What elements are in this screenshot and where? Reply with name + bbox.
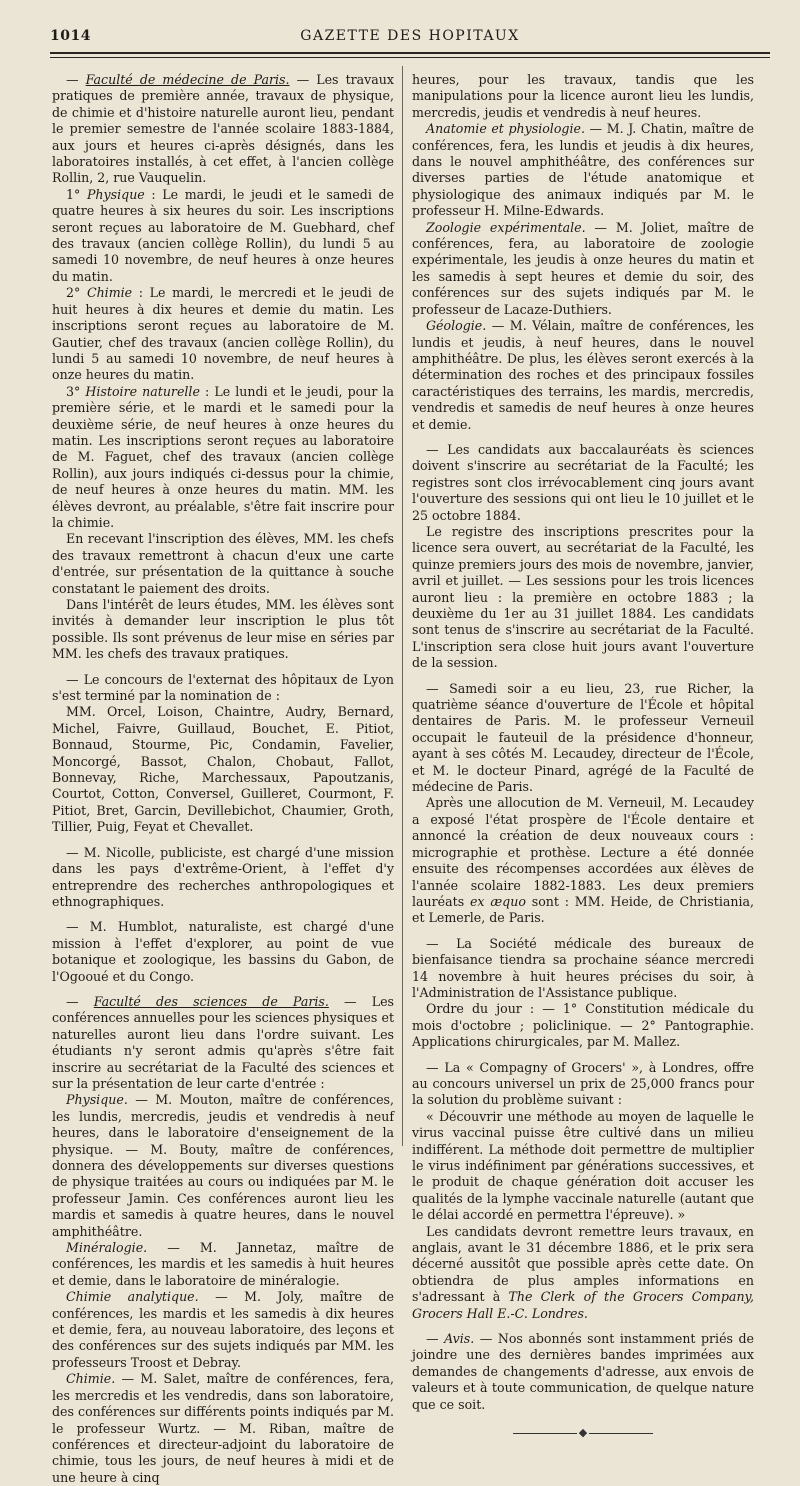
paragraph-text: — M. Jannetaz, maître de conférences, les mardis et les samedis à huit heures et demie, dans le laboratoire de minéralogie. [52,1240,394,1288]
journal-title: GAZETTE DES HOPITAUX [300,28,520,44]
paragraph-text: : Le mardi, le jeudi et le samedi de quatre heures à six heures du soir. Les inscriptions seront reçues au laboratoire de M. Guebhard, chef des travaux (ancien collège Rollin), du lundi 5 au samedi 10 novembre, de neuf heures à onze heures du matin. [52,186,394,284]
paragraph-text: Après une allocution de M. Verneuil, M. Lecaudey a exposé l'état prospère de l'École dentaire et annoncé la création de deux nouveaux cours : micrographie et prothèse. Lecture a été donnée ensuite des récompenses accordées aux élèves de l'année scolaire 1882-1883. Les deux premiers lauréats [412,795,754,909]
item-title: Avis. [444,1331,475,1347]
paragraph-concours: — Le concours de l'externat des hôpitaux de Lyon s'est terminé par la nomination de : [52,671,394,704]
item-title: Histoire naturelle [85,383,200,399]
page-number: 1014 [50,28,91,44]
item-title: Géologie. [426,318,487,334]
item-number: 3° [66,383,86,399]
paragraph-sc-physique [52,1092,394,1240]
item-title: Minéralogie. [66,1240,148,1256]
paragraph-chimie [52,285,394,383]
ornament-line [589,1433,653,1434]
paragraph-humblot: — M. Humblot, naturaliste, est chargé d'une mission à l'effet d'explorer, au point de vue botanique et zoologique, les bassins du Gabon, de l'Ogooué et du Congo. [52,919,394,984]
diamond-icon: ◆ [578,1426,588,1440]
paragraph-inscription: En recevant l'inscription des élèves, MM. les chefs des travaux remettront à chacun d'eux une carte d'entrée, sur présentation de la quittance à souche constatant le paiement des droits. [52,531,394,596]
item-title: Zoologie expérimentale. [426,219,586,235]
paragraph-faculte-medecine [52,72,394,187]
paragraph-geologie [412,318,754,433]
header-rule-thick [50,52,770,54]
paragraph-text: — M. Joly, maître de conférences, les mardis et les samedis à dix heures et demie, fera, au nouveau laboratoire, des leçons et des conférences sur des sujets indiqués par MM. les professeurs Troost et Debray. [52,1289,394,1370]
paragraph-quote: « Découvrir une méthode au moyen de laquelle le virus vaccinal puisse être cultivé dans un milieu indifférent. La méthode doit permettre de multiplier le virus indéfiniment par générations successives, et le produit de chaque génération doit accuser les qualités de la lymphe vaccinale naturelle (autant que le délai accordé en permettra l'épreuve). » [412,1108,754,1223]
item-title: Physique [86,186,145,202]
paragraph-anatomie [412,121,754,219]
paragraph-baccalaureats: — Les candidats aux baccalauréats ès sciences doivent s'inscrire au secrétariat de la Faculté; les registres sont clos irrévocablement cinq jours avant l'ouverture des sessions qui ont lieu le 10 juillet et le 25 octobre 1884. [412,441,754,523]
paragraph-interet: Dans l'intérêt de leurs études, MM. les élèves sont invités à demander leur inscription le plus tôt possible. Ils sont prévenus de leur mise en séries par MM. les chefs des travaux pratiques. [52,597,394,662]
paragraph-text: — Les travaux pratiques de première année, travaux de physique, de chimie et d'histoire naturelle auront lieu, pendant le premier semestre de l'année scolaire 1883-1884, aux jours et heures ci-après désignés, dans les laboratoires installés, à cet effet, à l'ancien collège Rollin, 2, rue Vauquelin. [52,72,394,186]
latin-phrase: ex æquo [469,893,526,909]
paragraph-sc-chimie-analytique [52,1289,394,1371]
paragraph-ordre-du-jour: Ordre du jour : — 1° Constitution médicale du mois d'octobre ; policlinique. — 2° Pantographie. Applications chirurgicales, par M. Mallez. [412,1001,754,1050]
address: The Clerk of the Grocers Company, Grocers Hall E.-C. Londres. [412,1289,754,1321]
item-title: Chimie [86,285,133,301]
left-column [52,72,394,1486]
section-title: Faculté de médecine de Paris. [85,72,290,87]
item-number: 1° [66,186,87,202]
item-title: Chimie analytique. [66,1289,199,1305]
paragraph-text: — M. J. Chatin, maître de conférences, fera, les lundis et jeudis à dix heures, dans le nouvel amphithéâtre, des conférences sur diverses parties de l'étude anatomique et physiologique des animaux indiqués par M. le professeur H. Milne-Edwards. [412,121,754,219]
header-rule-thin [50,57,770,58]
paragraph-grocers: — La « Compagny of Grocers' », à Londres, offre au concours universel un prix de 25,000 francs pour la solution du problème suivant : [412,1059,754,1108]
paragraph-continuation: heures, pour les travaux, tandis que les manipulations pour la licence auront lieu les lundis, mercredis, jeudis et vendredis à neuf heures. [412,72,754,120]
paragraph-text: — M. Mouton, maître de conférences, les lundis, mercredis, jeudis et vendredis à neuf heures, dans le laboratoire d'enseignement de la physique. — M. Bouty, maître de conférences, donnera des développements sur diverses questions de physique traitées au cours ou indiquées par M. le professeur Jamin. Ces conférences auront lieu les mardis et samedis à quatre heures, dans le nouvel amphithéâtre. [52,1092,394,1239]
paragraph-text: : Le mardi, le mercredi et le jeudi de huit heures à dix heures et demie du matin. Les inscriptions seront reçues au laboratoire de M. Gautier, chef des travaux (ancien collège Rollin), du lundi 5 au samedi 10 novembre, de neuf heures à onze heures du matin. [52,285,394,383]
item-title: Physique. [66,1092,128,1108]
paragraph-registre: Le registre des inscriptions prescrites pour la licence sera ouvert, au secrétariat de la Faculté, les quinze premiers jours des mois de novembre, janvier, avril et juillet. — Les sessions pour les trois licences auront lieu : la première en octobre 1883 ; la deuxième du 1er au 31 juillet 1884. Les candidats sont tenus de s'inscrire au secrétariat de la Faculté. L'inscription sera close huit jours avant l'ouverture de la session. [412,523,754,671]
paragraph-avis [412,1331,754,1413]
section-title: Faculté des sciences de Paris. [93,993,329,1009]
paragraph-candidats [412,1224,754,1322]
right-column [412,72,754,1442]
dash: — [66,993,94,1009]
paragraph-sc-mineralogie [52,1240,394,1289]
end-ornament [412,1425,754,1441]
paragraph-text: Les candidats devront remettre leurs travaux, en anglais, avant le 31 décembre 1886, et le prix sera décerné aussitôt que possible après cette date. On obtiendra de plus amples informations en s'adressant à [412,1223,754,1305]
paragraph-text: — Les conférences annuelles pour les sciences physiques et naturelles auront lieu dans l'ordre suivant. Les étudiants n'y seront admis qu'après s'être fait inscrire au secrétariat de la Faculté des sciences et sur la présentation de leur carte d'entrée : [52,993,394,1091]
dash: — [66,72,86,87]
item-title: Chimie. [66,1371,116,1387]
paragraph-zoologie [412,220,754,318]
paragraph-nicolle: — M. Nicolle, publiciste, est chargé d'une mission dans les pays d'extrême-Orient, à l'effet d'y entreprendre des recherches anthropologiques et ethnographiques. [52,844,394,909]
paragraph-allocution [412,795,754,926]
paragraph-physique [52,187,394,285]
paragraph-sc-chimie [52,1371,394,1486]
paragraph-text: : Le lundi et le jeudi, pour la première série, et le mardi et le samedi pour la deuxième série, de neuf heures à onze heures du matin. Les inscriptions seront reçues au laboratoire de M. Faguet, chef des travaux (ancien collège Rollin), aux jours indiqués ci-dessus pour la chimie, de neuf heures à onze heures du matin. MM. les élèves devront, au préalable, s'être fait inscrire pour la chimie. [52,383,394,530]
dash: — [426,1331,445,1347]
paragraph-societe-medicale: — La Société médicale des bureaux de bienfaisance tiendra sa prochaine séance mercredi 14 novembre à huit heures précises du soir, à l'Administration de l'Assistance publique. [412,935,754,1000]
paragraph-text: — Nos abonnés sont instamment priés de joindre une des dernières bandes imprimées aux demandes de changements d'adresse, aux envois de valeurs et à toute communication, de quelque nature que ce soit. [412,1331,754,1412]
column-divider [402,66,403,1146]
paragraph-text: — M. Vélain, maître de conférences, les lundis et jeudis, à neuf heures, dans le nouvel amphithéâtre. De plus, les élèves seront exercés à la détermination des roches et des principaux fossiles caractéristiques des terrains, les mardis, mercredis, vendredis et samedis de neuf heures à onze heures et demie. [412,318,754,432]
paragraph-text: — M. Salet, maître de conférences, fera, les mercredis et les vendredis, dans son laboratoire, des conférences sur différents points indiqués par M. le professeur Wurtz. — M. Riban, maître de conférences et directeur-adjoint du laboratoire de chimie, tous les jours, de neuf heures à midi et de une heure à cinq [52,1371,394,1485]
paragraph-text: sont : MM. Heide, de Christiania, et Lemerle, de Paris. [412,893,754,926]
paragraph-faculte-sciences [52,994,394,1092]
paragraph-text: — M. Joliet, maître de conférences, fera, au laboratoire de zoologie expérimentale, les jeudis à onze heures du matin et les samedis à sept heures et demie du soir, des conférences sur des sujets indiqués par M. le professeur de Lacaze-Duthiers. [412,219,754,317]
item-number: 2° [66,285,87,301]
ornament-line [513,1433,577,1434]
paragraph-ecole-dentaire: — Samedi soir a eu lieu, 23, rue Richer, la quatrième séance d'ouverture de l'École et hôpital dentaires de Paris. M. le professeur Verneuil occupait le fauteuil de la présidence d'honneur, ayant à ses côtés M. Lecaudey, directeur de l'École, et M. le docteur Pinard, agrégé de la Faculté de médecine de Paris. [412,680,754,795]
item-title: Anatomie et physiologie. [426,121,585,137]
paragraph-histoire-naturelle [52,384,394,532]
page-header [50,28,770,50]
paragraph-concours-names: MM. Orcel, Loison, Chaintre, Audry, Bernard, Michel, Faivre, Guillaud, Bouchet, E. Pitiot, Bonnaud, Stourme, Pic, Condamin, Favelier, Moncorgé, Bassot, Chalon, Chobaut, Fallot, Bonnevay, Riche, Marchessaux, Papoutzanis, Courtot, Cotton, Conversel, Guilleret, Courmont, F. Pitiot, Bret, Garcin, Devillebichot, Chaumier, Groth, Tillier, Puig, Feyat et Chevallet. [52,704,394,835]
